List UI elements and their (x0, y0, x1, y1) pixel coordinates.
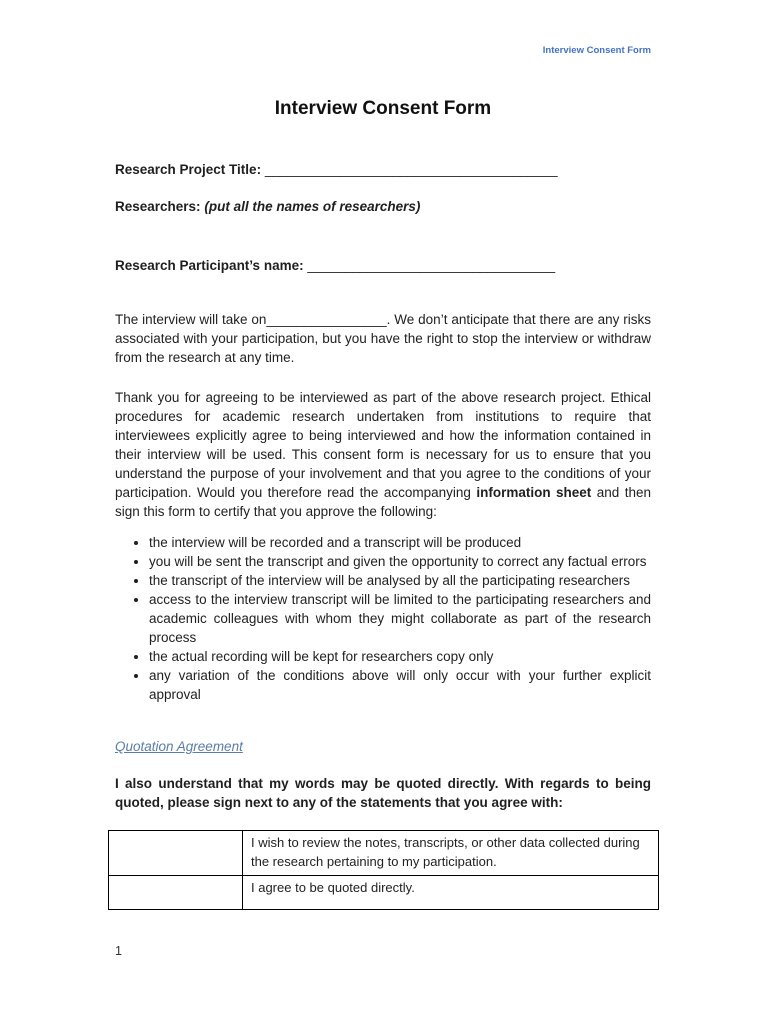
table-row (109, 876, 659, 910)
running-header: Interview Consent Form (542, 45, 651, 56)
list-item: • the interview will be recorded and a transcript will be produced (149, 533, 651, 552)
participant-name-label: Research Participant’s name: (115, 258, 304, 273)
project-title-label: Research Project Title: (115, 162, 262, 177)
quotation-intro-paragraph: I also understand that my words may be quoted directly. With regards to being quoted, please sign next to any of the statements that you agree with: (115, 776, 651, 810)
table-row (109, 831, 659, 876)
list-item: • the transcript of the interview will be analysed by all the participating researchers (149, 571, 651, 590)
list-item: • the actual recording will be kept for researchers copy only (149, 647, 651, 666)
quotation-statements-table (108, 830, 659, 910)
researchers-field (115, 197, 651, 216)
page-number: 1 (115, 944, 122, 958)
project-title-field (115, 160, 651, 179)
information-sheet-emphasis: information sheet (476, 485, 592, 500)
list-item: • access to the interview transcript will be limited to the participating researchers and academic colleagues with whom they might collaborate as part of the research process (149, 590, 651, 647)
list-item: • you will be sent the transcript and given the opportunity to correct any factual errors (149, 552, 651, 571)
participant-name-field (115, 256, 651, 275)
interview-date-blank[interactable]: ________________ (266, 312, 387, 327)
researchers-hint: (put all the names of researchers) (204, 199, 421, 214)
researchers-label: Researchers: (115, 199, 201, 214)
signature-cell[interactable] (109, 831, 243, 876)
statement-cell: I wish to review the notes, transcripts, or other data collected during the research pertaining to my participation. (243, 831, 659, 876)
interview-date-paragraph (115, 310, 651, 367)
consent-conditions-list (115, 533, 651, 704)
project-title-blank[interactable]: _______________________________________ (264, 162, 558, 177)
p1-text-after: . We don’t anticipate that there are any risks associated with your participation, but you have the right to stop the interview or withdraw from the research at any time. (115, 312, 651, 365)
consent-explanation-paragraph (115, 388, 651, 521)
quotation-agreement-link[interactable]: Quotation Agreement (115, 739, 243, 754)
p1-text-before: The interview will take on (115, 312, 267, 327)
statement-cell: I agree to be quoted directly. (243, 876, 659, 910)
list-item: • any variation of the conditions above will only occur with your further explicit approval (149, 666, 651, 704)
p2-text-before: Thank you for agreeing to be interviewed as part of the above research project. Ethical procedures for academic research undertaken from institutions to require that interviewees explicitly agree to being interviewed and how the information contained in their interview will be used. This consent form is necessary for us to ensure that you understand the purpose of your involvement and that you agree to the conditions of your participation. Would you therefore read the accompanying (115, 390, 651, 500)
participant-name-blank[interactable]: _________________________________ (307, 258, 556, 273)
p2-text-after: and then sign this form to certify that you approve the following: (115, 485, 651, 519)
signature-cell[interactable] (109, 876, 243, 910)
page-title: Interview Consent Form (274, 98, 492, 119)
